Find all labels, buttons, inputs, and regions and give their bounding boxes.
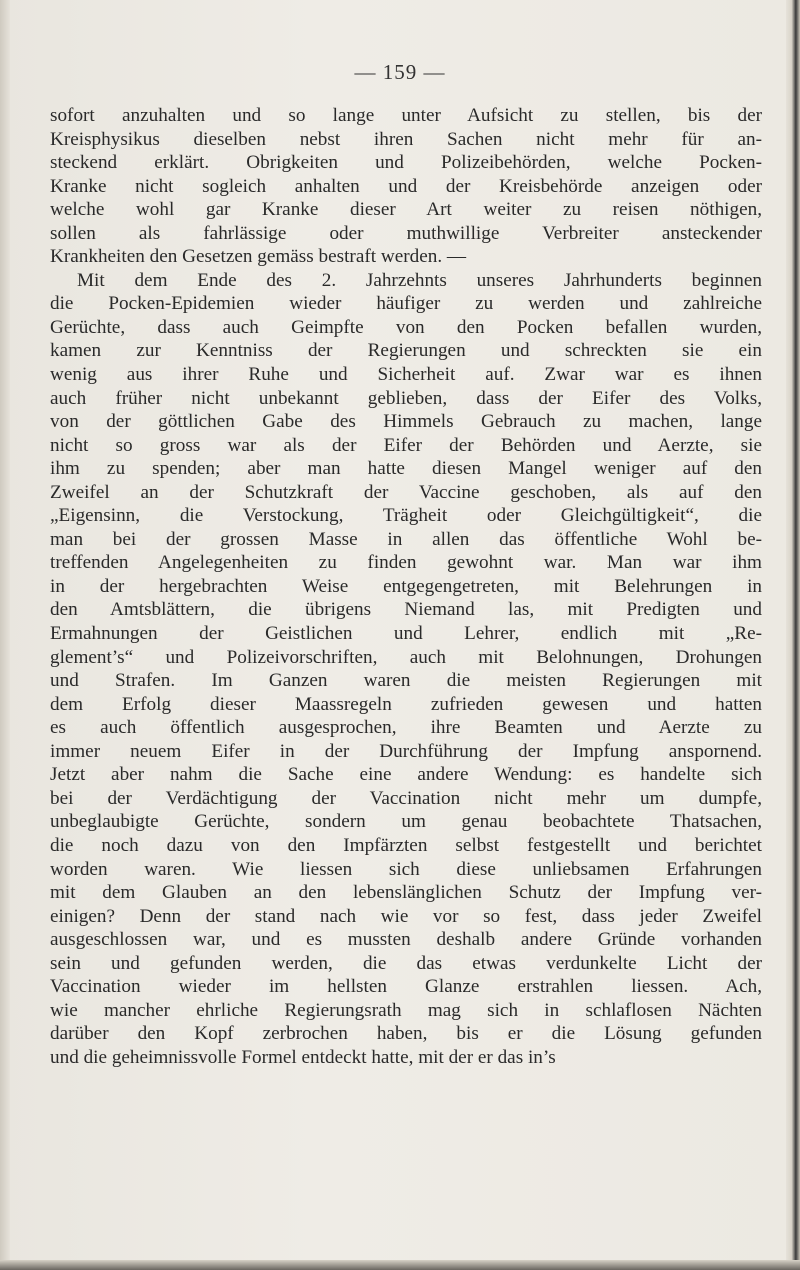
text-line: den Amtsblättern, die übrigens Niemand las, mit Predigten und [50,599,762,621]
text-line: ihm zu spenden; aber man hatte diesen Mangel weniger auf den [50,458,762,480]
text-line: es auch öffentlich ausgesprochen, ihre Beamten und Aerzte zu [50,717,762,739]
text-line: dem Erfolg dieser Maassregeln zufrieden gewesen und hatten [50,693,762,715]
text-line: nicht so gross war als der Eifer der Behörden und Aerzte, sie [50,434,762,456]
text-line: darüber den Kopf zerbrochen haben, bis er die Lösung gefunden [50,1023,762,1045]
text-line: Krankheiten den Gesetzen gemäss bestraft werden. — [50,246,467,268]
text-line: Gerüchte, dass auch Geimpfte von den Pocken befallen wurden, [50,316,762,338]
text-line: von der göttlichen Gabe des Himmels Gebrauch zu machen, lange [50,411,762,433]
text-line: und Strafen. Im Ganzen waren die meisten Regierungen mit [50,670,762,692]
text-line: immer neuem Eifer in der Durchführung der Impfung anspornend. [50,740,762,762]
text-line: und die geheimnissvolle Formel entdeckt hatte, mit der er das in’s [50,1046,556,1068]
page-number: — 159 — [354,60,446,84]
page-gutter-shadow [0,0,10,1270]
text-line: Kreisphysikus dieselben nebst ihren Sachen nicht mehr für an- [50,128,762,150]
text-line: Kranke nicht sogleich anhalten und der Kreisbehörde anzeigen oder [50,175,762,197]
text-line: man bei der grossen Masse in allen das öffentliche Wohl be- [50,528,762,550]
text-line: welche wohl gar Kranke dieser Art weiter zu reisen nöthigen, [50,199,762,221]
text-line: sollen als fahrlässige oder muthwillige Verbreiter ansteckender [50,222,762,244]
text-line: die Pocken-Epidemien wieder häufiger zu werden und zahlreiche [50,293,762,315]
text-line: kamen zur Kenntniss der Regierungen und schreckten sie ein [50,340,762,362]
text-line: auch früher nicht unbekannt geblieben, dass der Eifer des Volks, [50,387,762,409]
text-line: unbeglaubigte Gerüchte, sondern um genau beobachtete Thatsachen, [50,811,762,833]
page-edge-shadow [786,0,800,1270]
text-line: wie mancher ehrliche Regierungsrath mag sich in schlaflosen Nächten [50,999,762,1021]
text-line: in der hergebrachten Weise entgegengetreten, mit Belehrungen in [50,575,762,597]
text-line: Ermahnungen der Geistlichen und Lehrer, endlich mit „Re- [50,623,762,645]
page-bottom-shadow [0,1260,800,1270]
text-line: die noch dazu von den Impfärzten selbst festgestellt und berichtet [50,834,762,856]
text-line: wenig aus ihrer Ruhe und Sicherheit auf. Zwar war es ihnen [50,364,762,386]
text-line: Mit dem Ende des 2. Jahrzehnts unseres Jahrhunderts beginnen [77,269,762,291]
body-text [50,104,762,1069]
text-line: glement’s“ und Polizeivorschriften, auch mit Belohnungen, Drohungen [50,646,762,668]
text-line: ausgeschlossen war, und es mussten deshalb andere Gründe vorhanden [50,929,762,951]
text-line: mit dem Glauben an den lebenslänglichen Schutz der Impfung ver- [50,882,762,904]
text-line: worden waren. Wie liessen sich diese unliebsamen Erfahrungen [50,858,762,880]
text-line: bei der Verdächtigung der Vaccination nicht mehr um dumpfe, [50,787,762,809]
text-line: sein und gefunden werden, die das etwas verdunkelte Licht der [50,952,762,974]
text-line: Jetzt aber nahm die Sache eine andere Wendung: es handelte sich [50,764,762,786]
text-line: sofort anzuhalten und so lange unter Aufsicht zu stellen, bis der [50,105,762,126]
text-line: treffenden Angelegenheiten zu finden gewohnt war. Man war ihm [50,552,762,574]
text-line: Vaccination wieder im hellsten Glanze erstrahlen liessen. Ach, [50,976,762,998]
text-line: einigen? Denn der stand nach wie vor so fest, dass jeder Zweifel [50,905,762,927]
text-line: steckend erklärt. Obrigkeiten und Polizeibehörden, welche Pocken- [50,152,762,174]
text-line: „Eigensinn, die Verstockung, Trägheit oder Gleichgültigkeit“, die [50,505,762,527]
text-line: Zweifel an der Schutzkraft der Vaccine geschoben, als auf den [50,481,762,503]
